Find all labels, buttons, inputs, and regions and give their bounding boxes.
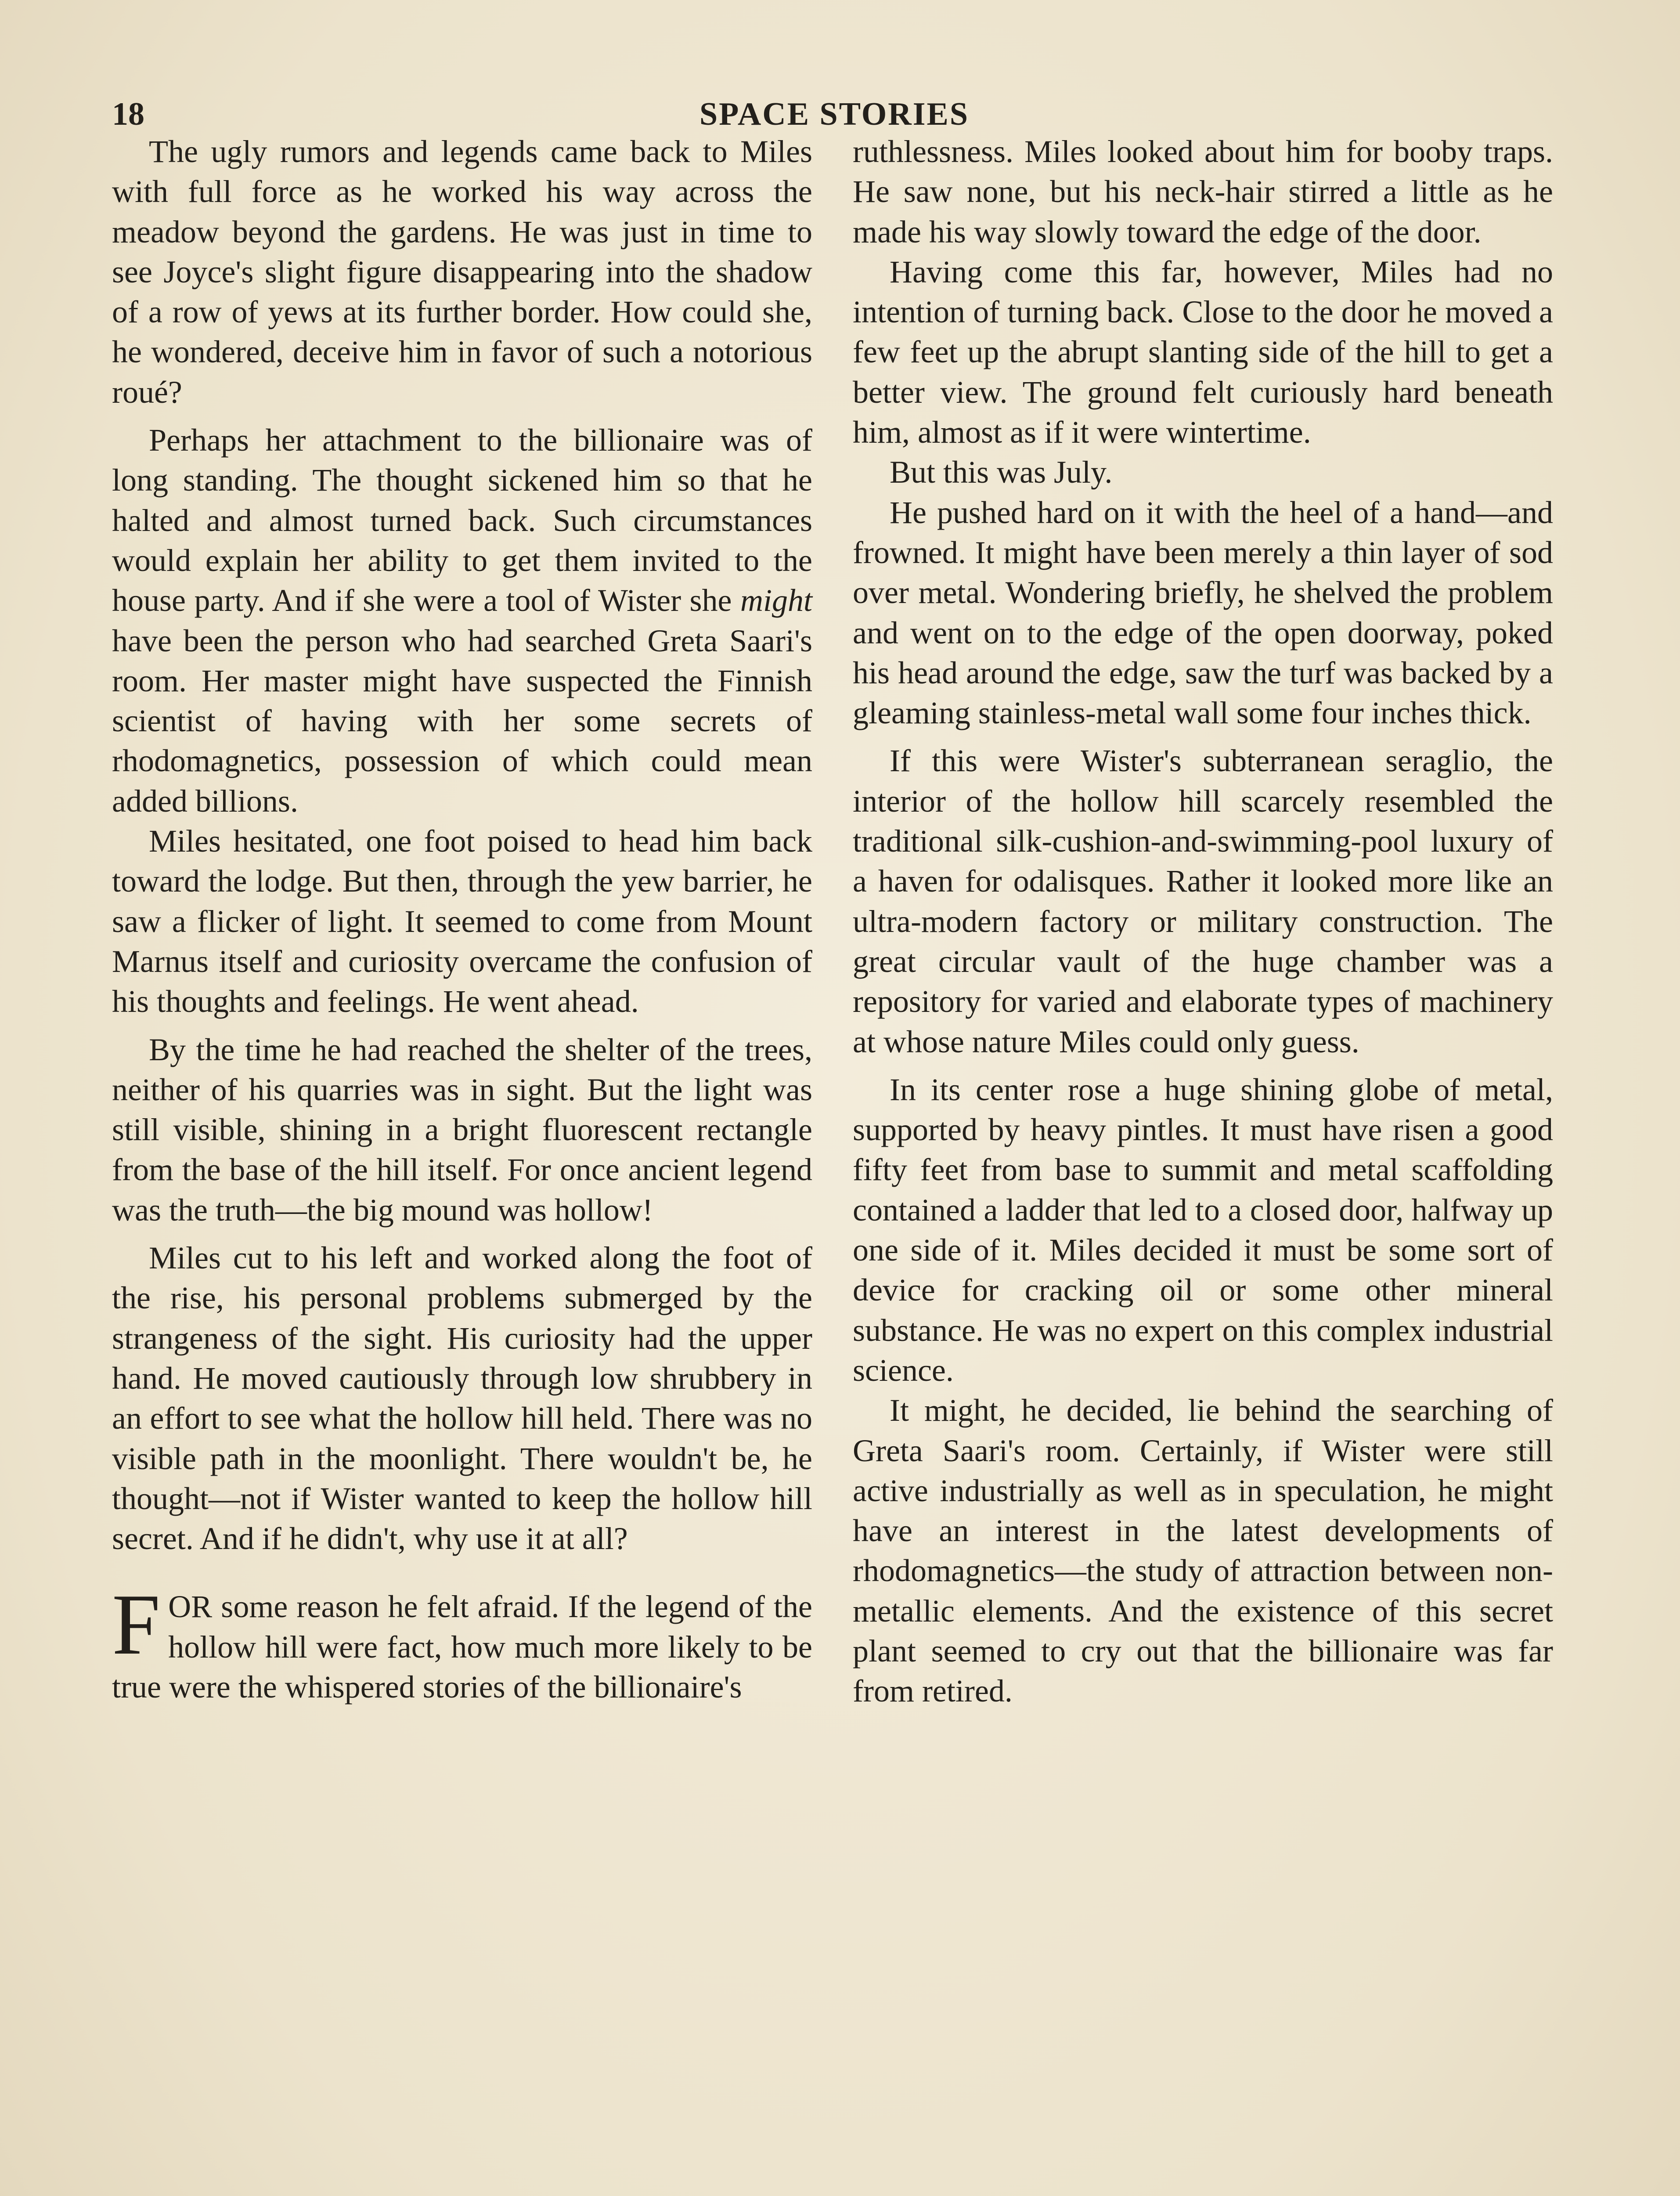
paragraph: In its center rose a huge shining globe of metal, supported by heavy pintles. It must have risen a good fifty feet from base to summit and metal scaffolding contained a ladder that led to a closed door, halfway up one side of it. Miles decided it must be some sort of device for cracking oil or some other mineral substance. He was no expert on this complex industrial science. xyxy=(853,1072,1553,1388)
paragraph: It might, he decided, lie behind the searching of Greta Saari's room. Certainly, if Wister were still active industrially as well as in speculation, he might have an interest in the latest developments of rhodomagnetics—the study of attraction between non-metallic elements. And the existence of this secret plant seemed to cry out that the billionaire was far from retired. xyxy=(853,1393,1553,1709)
paragraph: Miles cut to his left and worked along the foot of the rise, his personal problems submerged by the strangeness of the sight. His curiosity had the upper hand. He moved cautiously through low shrubbery in an effort to see what the hollow hill held. There was no visible path in the moonlight. There wouldn't be, he thought—not if Wister wanted to keep the hollow hill secret. And if he didn't, why use it at all? xyxy=(112,1240,812,1557)
page-number: 18 xyxy=(112,96,144,132)
paragraph xyxy=(112,420,812,821)
paragraph-text: Perhaps her attachment to the billionaire was of long standing. The thought sickened him so that he halted and almost turned back. Such circumstances would explain her ability to get them invited to the house party. And if she were a tool of Wister she xyxy=(112,423,812,618)
paragraph: ruthlessness. Miles looked about him for booby traps. He saw none, but his neck-hair stirred a little as he made his way slowly toward the edge of the door. xyxy=(853,134,1553,249)
running-head: SPACE STORIES xyxy=(699,96,970,132)
section-paragraph xyxy=(112,1576,812,1707)
paragraph: He pushed hard on it with the heel of a hand—and frowned. It might have been merely a thin layer of sod over metal. Wondering briefly, he shelved the problem and went on to the edge of the open doorway, poked his head around the edge, saw the turf was backed by a gleaming stainless-metal wall some four inches thick. xyxy=(853,495,1553,731)
small-caps-word: OR xyxy=(168,1589,213,1625)
paragraph: If this were Wister's subterranean seraglio, the interior of the hollow hill scarcely resembled the traditional silk-cushion-and-swimming-pool luxury of a haven for odalisques. Rather it looked more like an ultra-modern factory or military construction. The great circular vault of the huge chamber was a repository for varied and elaborate types of machinery at whose nature Miles could only guess. xyxy=(853,743,1553,1059)
italic-word: might xyxy=(740,583,813,618)
paragraph-text: some reason he felt afraid. If the legend of the hollow hill were fact, how much more likely to be true were the whispered stories of the billionaire's xyxy=(112,1589,812,1705)
left-column xyxy=(112,132,812,1707)
page-header xyxy=(112,90,1557,138)
drop-cap: F xyxy=(112,1576,161,1673)
paragraph: Miles hesitated, one foot poised to head him back toward the lodge. But then, through the yew barrier, he saw a flicker of light. It seemed to come from Mount Marnus itself and curiosity overcame the confusion of his thoughts and feelings. He went ahead. xyxy=(112,824,812,1019)
paragraph: But this was July. xyxy=(890,455,1113,490)
paragraph: By the time he had reached the shelter of the trees, neither of his quarries was in sight. But the light was still visible, shining in a bright fluorescent rectangle from the base of the hill itself. For once ancient legend was the truth—the big mound was hollow! xyxy=(112,1032,812,1228)
paragraph: The ugly rumors and legends came back to Miles with full force as he worked his way across the meadow beyond the gardens. He was just in time to see Joyce's slight figure disappearing into the shadow of a row of yews at its further border. How could she, he wondered, deceive him in favor of such a notorious roué? xyxy=(112,134,812,410)
paragraph-text: have been the person who had searched Greta Saari's room. Her master might have suspected the Finnish scientist of having with her some secrets of rhodomagnetics, possession of which could mean added billions. xyxy=(112,623,812,819)
right-column xyxy=(853,132,1553,1712)
paragraph: Having come this far, however, Miles had no intention of turning back. Close to the door he moved a few feet up the abrupt slanting side of the hill to get a better view. The ground felt curiously hard beneath him, almost as if it were wintertime. xyxy=(853,254,1553,450)
